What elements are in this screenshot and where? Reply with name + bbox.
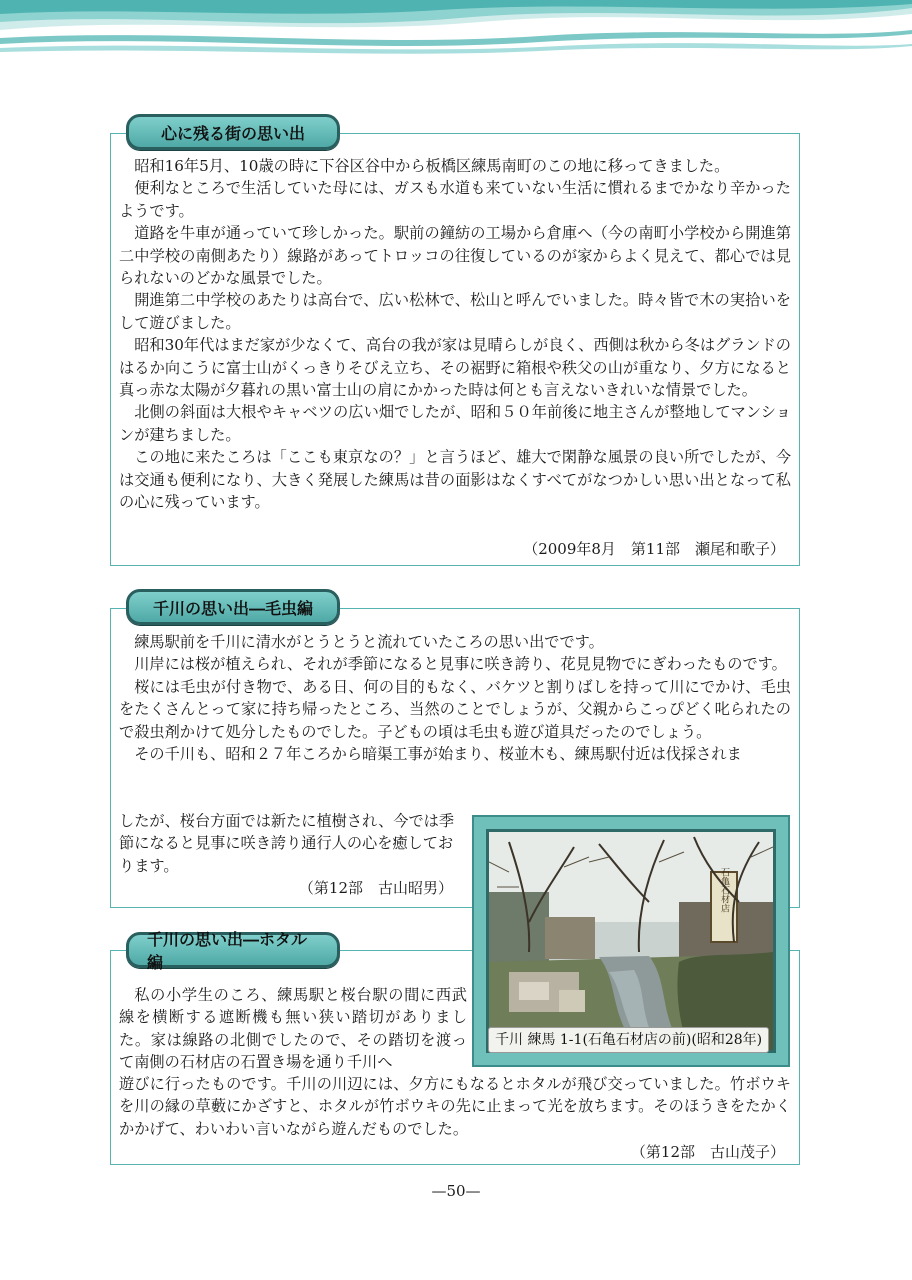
paragraph: 昭和16年5月、10歳の時に下谷区谷中から板橋区練馬南町のこの地に移ってきました。 <box>134 157 730 175</box>
section-title: 千川の思い出―毛虫編 <box>126 589 340 625</box>
paragraph: 川岸には桜が植えられ、それが季節になると見事に咲き誇り、花見見物でにぎわったものです。 <box>134 655 787 674</box>
paragraph: 昭和30年代はまだ家が少なくて、高台の我が家は見晴らしが良く、西側は秋から冬はグランドのはるか向こうに富士山がくっきりそびえ立ち、その裾野に箱根や秩父の山が重なり、夕方になると真っ赤な太陽が夕暮れの黒い富士山の肩にかかった時は何とも言えないきれいな情景でした。 <box>119 336 791 400</box>
paragraph: 桜には毛虫が付き物で、ある日、何の目的もなく、バケツと割りばしを持って川にでかけ、毛虫をたくさんとって家に持ち帰ったところ、当然のことでしょうが、父親からこっぴどく叱られたので殺虫剤かけて処分したものでした。子どもの頃は毛虫も遊び道具だったのでしょう。 <box>119 677 791 741</box>
section-body <box>119 631 791 765</box>
paragraph-wrap <box>119 810 459 877</box>
photo-caption: 千川 練馬 1-1(石亀石材店の前)(昭和28年) <box>488 1027 769 1053</box>
author-signature: （第12部 古山昭男） <box>298 879 453 897</box>
paragraph: 私の小学生のころ、練馬駅と桜台駅の間に西武線を横断する遮断機も無い狭い踏切がありました。家は線路の北側でしたので、その踏切を渡って南側の石材店の石置き場を通り千川へ <box>119 986 467 1072</box>
senkawa-river-photo <box>489 832 773 1050</box>
paragraph: 道路を牛車が通っていて珍しかった。駅前の鐘紡の工場から倉庫へ（今の南町小学校から開進第二中学校の南側あたり）線路があってトロッコの往復しているのが家からよく見えて、都心では見られないのどかな風景でした。 <box>119 224 791 288</box>
photo-frame <box>472 815 790 1067</box>
page-number: —50— <box>431 1182 481 1200</box>
header-wave-decoration <box>0 0 912 60</box>
paragraph: 北側の斜面は大根やキャベツの広い畑でしたが、昭和５０年前後に地主さんが整地してマンションが建ちました。 <box>119 403 791 444</box>
section-body <box>119 155 791 514</box>
shop-sign-text: 石亀石材店 <box>719 867 729 913</box>
section-title: 千川の思い出―ホタル編 <box>126 932 340 968</box>
photo <box>486 829 776 1053</box>
paragraph: この地に来たころは「ここも東京なの？」と言うほど、雄大で閑静な風景の良い所でしたが、今は交通も便利になり、大きく発展した練馬は昔の面影はなくすべてがなつかしい思い出となって私の心に残っています。 <box>119 448 791 512</box>
paragraph: 練馬駅前を千川に清水がとうとうと流れていたころの思い出でです。 <box>134 633 604 651</box>
paragraph: 開進第二中学校のあたりは高台で、広い松林で、松山と呼んでいました。時々皆で木の実拾いをして遊びました。 <box>119 291 791 332</box>
author-signature: （第12部 古山茂子） <box>630 1143 785 1161</box>
section-title: 心に残る街の思い出 <box>126 114 340 150</box>
author-signature: （2009年8月 第11部 瀬尾和歌子） <box>523 540 785 558</box>
paragraph: したが、桜台方面では新たに植樹され、今では季節になると見事に咲き誇り通行人の心を癒しております。 <box>119 812 455 875</box>
paragraph: 便利なところで生活していた母には、ガスも水道も来ていない生活に慣れるまでかなり辛かったようです。 <box>119 179 791 220</box>
section-body <box>119 1073 791 1140</box>
paragraph: その千川も、昭和２７年ころから暗渠工事が始まり、桜並木も、練馬駅付近は伐採されま <box>134 745 742 764</box>
section-memories-of-town <box>110 133 800 566</box>
paragraph-wrap <box>119 984 467 1074</box>
paragraph: 遊びに行ったものです。千川の川辺には、夕方にもなるとホタルが飛び交っていました。竹ボウキを川の縁の草藪にかざすと、ホタルが竹ボウキの先に止まって光を放ちます。そのほうきをたかくかかげて、わいわい言いながら遊んだものでした。 <box>119 1075 791 1138</box>
